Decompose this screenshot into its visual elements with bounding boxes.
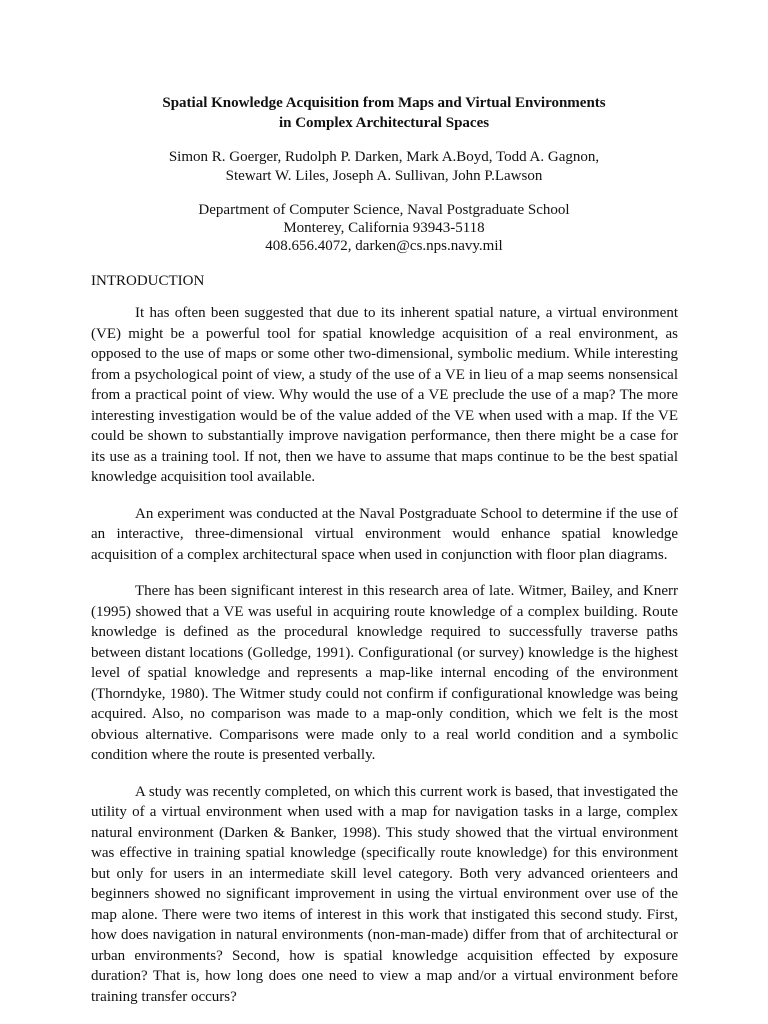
body-text <box>91 303 678 1023</box>
paragraph: An experiment was conducted at the Naval Postgraduate School to determine if the use of an interactive, three-dimensional virtual environment would enhance spatial knowledge acquisition of a complex architectural space when used in conjunction with floor plan diagrams. <box>91 505 678 563</box>
authors-line-1: Simon R. Goerger, Rudolph P. Darken, Mark A.Boyd, Todd A. Gagnon, <box>168 149 600 165</box>
affiliation-contact: 408.656.4072, darken@cs.nps.navy.mil <box>265 238 503 254</box>
paragraph: It has often been suggested that due to its inherent spatial nature, a virtual environment (VE) might be a powerful tool for spatial knowledge acquisition of a real environment, as opposed to the use of maps or some other two-dimensional, symbolic medium. While interesting from a psychological point of view, a study of the use of a VE in lieu of a map seems nonsensical from a practical point of view. Why would the use of a VE preclude the use of a map? The more interesting investigation would be of the value added of the VE when used with a map. If the VE could be shown to substantially improve navigation performance, then there might be a case for its use as a training tool. If not, then we have to assume that maps continue to be the best spatial knowledge acquisition tool available. <box>91 305 678 485</box>
title-line-1: Spatial Knowledge Acquisition from Maps and Virtual Environments <box>162 95 606 111</box>
affiliation-block <box>0 201 768 255</box>
title-line-2: in Complex Architectural Spaces <box>278 115 490 131</box>
paragraph: There has been significant interest in this research area of late. Witmer, Bailey, and Knerr (1995) showed that a VE was useful in acquiring route knowledge of a complex building. Route knowledge is defined as the procedural knowledge required to successfully traverse paths between distant locations (Golledge, 1991). Configurational (or survey) knowledge is the highest level of spatial knowledge and represents a map-like internal encoding of the environment (Thorndyke, 1980). The Witmer study could not confirm if configurational knowledge was being acquired. Also, no comparison was made to a map-only condition, which we felt is the most obvious alternative. Comparisons were made only to a real world condition and a symbolic condition where the route is presented verbally. <box>91 583 678 763</box>
affiliation-department: Department of Computer Science, Naval Postgraduate School <box>198 202 570 218</box>
section-heading: INTRODUCTION <box>91 273 205 289</box>
authors-line-2: Stewart W. Liles, Joseph A. Sullivan, John P.Lawson <box>225 168 543 184</box>
paper-title <box>0 93 768 133</box>
author-list <box>0 148 768 186</box>
affiliation-address: Monterey, California 93943-5118 <box>283 220 485 236</box>
paragraph: A study was recently completed, on which this current work is based, that investigated the utility of a virtual environment when used with a map for navigation tasks in a large, complex natural environment (Darken & Banker, 1998). This study showed that the virtual environment was effective in training spatial knowledge (specifically route knowledge) for this environment but only for users in an intermediate skill level category. Both very advanced orienteers and beginners showed no significant improvement in using the virtual environment over use of the map alone. There were two items of interest in this work that instigated this second study. First, how does navigation in natural environments (non-man-made) differ from that of architectural or urban environments? Second, how is spatial knowledge acquisition effected by exposure duration? That is, how long does one need to view a map and/or a virtual environment before training transfer occurs? <box>91 783 678 1005</box>
